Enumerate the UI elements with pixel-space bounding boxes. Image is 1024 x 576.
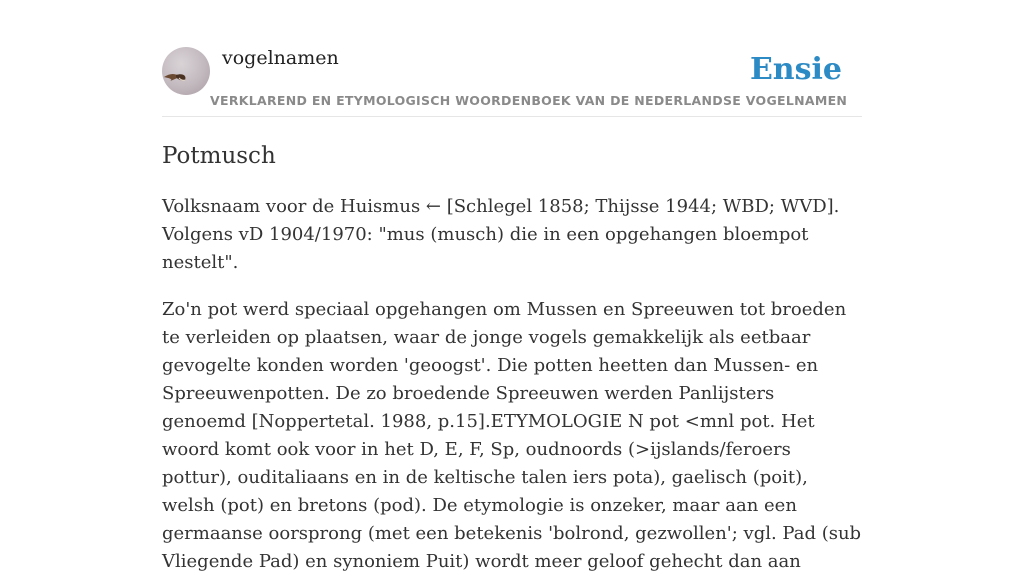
brand-logo[interactable]: Ensie — [749, 52, 842, 87]
avatar[interactable] — [162, 47, 210, 95]
entry-paragraph-2: Zo'n pot werd speciaal opgehangen om Mussen en Spreeuwen tot broeden te verleiden op plaatsen, waar de jonge vogels gemakkelijk als eetbaar gevogelte konden worden 'geoogst'. Die potten heetten dan Mussen- en Spreeuwenpotten. De zo broedende Spreeuwen werden Panlijsters genoemd [Noppertetal. 1988, p.15].ETYMOLOGIE N pot <mnl pot. Het woord komt ook voor in het D, E, F, Sp, oudnoords (>ijslands/feroers pottur), ouditaliaans en in de keltische talen iers pota), gaelisch (poit), welsh (pot) en bretons (pod). De etymologie is onzeker, maar aan een germaanse oorsprong (met een betekenis 'bolrond, gezwollen'; vgl. Pad (sub Vliegende Pad) en synoniem Puit) wordt meer geloof gehecht dan aan — [162, 299, 862, 572]
bird-photo-icon — [162, 47, 210, 95]
site-header — [162, 0, 862, 117]
entry-title: Potmusch — [162, 143, 276, 169]
page — [162, 0, 862, 576]
entry-paragraph-1: Volksnaam voor de Huismus ← [Schlegel 1858; Thijsse 1944; WBD; WVD]. Volgens vD 1904/1970: "mus (musch) die in een opgehangen bloempot nestelt". — [162, 196, 840, 273]
site-tagline: VERKLAREND EN ETYMOLOGISCH WOORDENBOEK VAN DE NEDERLANDSE VOGELNAMEN — [210, 93, 848, 108]
site-name[interactable]: vogelnamen — [222, 47, 339, 69]
